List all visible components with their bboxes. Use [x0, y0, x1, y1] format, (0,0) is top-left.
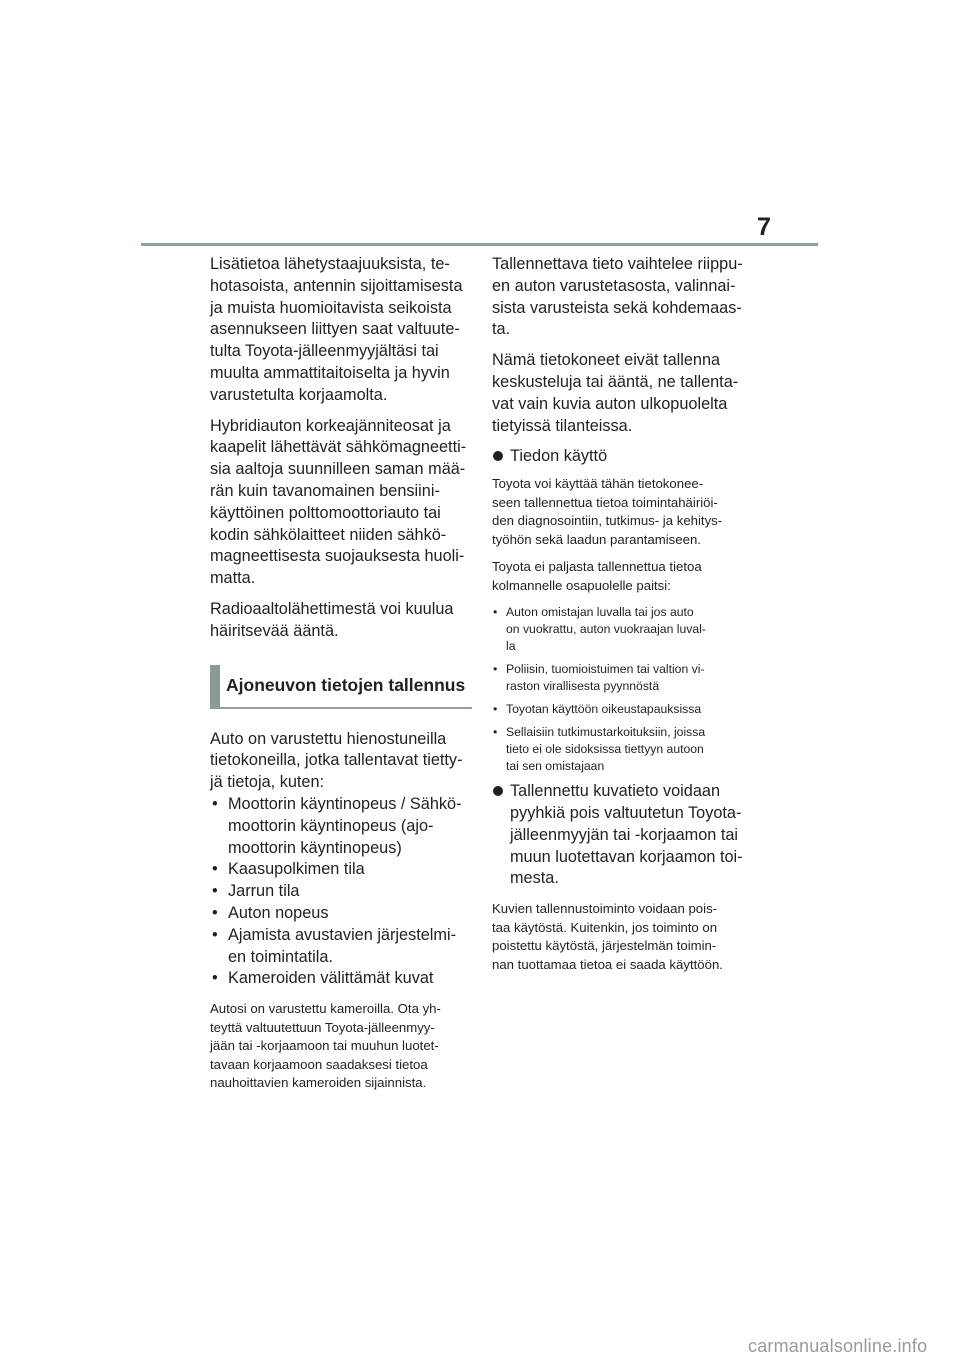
list-item: • Ajamista avustavien järjestelmi- en toimintatila.: [210, 925, 472, 969]
variation-paragraph: Tallennettava tieto vaihtelee riippu- en auton varustetasosta, valinnai- sista varusteista sekä kohdemaas- ta.: [492, 255, 743, 339]
bullet-dot-icon: [493, 451, 503, 461]
list-item: • Moottorin käyntinopeus / Sähkö- moottorin käyntinopeus (ajo- moottorin käyntinopeus): [210, 794, 472, 859]
intro-paragraph-3: Radioaaltolähettimestä voi kuulua häiritsevää ääntä.: [210, 599, 454, 640]
intro-paragraph-2: Hybridiauton korkeajänniteosat ja kaapelit lähettävät sähkömagneetti- sia aaltoja suunnilleen saman mää- rän kuin tavanomainen bensiini- käyttöinen polttomoottoriauto tai kodin sähkölaitteet niiden sähkö- magneettisesta suojauksesta huoli- matta.: [210, 416, 467, 588]
list-item: • Toyotan käyttöön oikeustapauksissa: [492, 701, 754, 718]
page-number: 7: [757, 213, 771, 241]
header-rule: [141, 243, 818, 246]
bullet-dot-icon: [493, 786, 503, 796]
list-item: • Poliisin, tuomioistuimen tai valtion vi- raston virallisesta pyynnöstä: [492, 661, 754, 695]
recorded-data-list: [210, 794, 472, 990]
list-item: • Kameroiden välittämät kuvat: [210, 968, 472, 990]
camera-note: Autosi on varustettu kameroilla. Ota yh- teyttä valtuutettuun Toyota-jälleenmyy- jään tai -korjaamoon tai muuhun luotet- tavaan korjaamoon saadaksesi tietoa nauhoittavien kameroiden sijainnista.: [210, 1001, 441, 1091]
section-intro: Auto on varustettu hienostuneilla tietokoneilla, jotka tallentavat tietty- jä tietoja, kuten:: [210, 729, 463, 792]
delete-text: Kuvien tallennustoiminto voidaan pois- taa käytöstä. Kuitenkin, jos toiminto on poistettu käytöstä, järjestelmän toimin- nan tuottamaa tietoa ei saada käyttöön.: [492, 901, 723, 972]
usage-text-1: Toyota voi käyttää tähän tietokonee- seen tallennettua tietoa toimintahäiriöi- den diagnosointiin, tutkimus- ja kehitys- työhön sekä laadun parantamiseen.: [492, 476, 723, 547]
right-column: [492, 254, 754, 974]
section-heading: [210, 665, 472, 709]
section-heading-bar: [210, 665, 220, 709]
recording-paragraph: Nämä tietokoneet eivät tallenna keskusteluja tai ääntä, ne tallenta- vat vain kuvia auton ulkopuolelta tietyissä tilanteissa.: [492, 351, 739, 435]
usage-heading: [492, 446, 754, 468]
intro-paragraph-1: Lisätietoa lähetystaajuuksista, te- hotasoista, antennin sijoittamisesta ja muista huomioitavista seikoista asennukseen liittyen saat valtuute- tulta Toyota-jälleenmyyjältäsi tai muulta ammattitaitoiselta ja hyvin varustetulta korjaamolta.: [210, 255, 463, 404]
delete-heading: [492, 781, 754, 890]
section-heading-text: Ajoneuvon tietojen tallennus: [226, 674, 466, 695]
list-item: • Kaasupolkimen tila: [210, 859, 472, 881]
list-item: • Sellaisiin tutkimustarkoituksiin, joissa tieto ei ole sidoksissa tiettyyn autoon tai sen omistajaan: [492, 724, 754, 775]
left-column: [210, 254, 472, 1093]
usage-text-2: Toyota ei paljasta tallennettua tietoa kolmannelle osapuolelle paitsi:: [492, 559, 702, 593]
delete-heading-text: Tallennettu kuvatieto voidaan pyyhkiä pois valtuutetun Toyota- jälleenmyyjän tai -korjaamon tai muun luotettavan korjaamon toi- mesta.: [510, 782, 743, 888]
list-item: • Auton nopeus: [210, 903, 472, 925]
list-item: • Auton omistajan luvalla tai jos auto on vuokrattu, auton vuokraajan luval- la: [492, 604, 754, 655]
watermark: carmanualsonline.info: [748, 1336, 928, 1356]
usage-heading-text: Tiedon käyttö: [510, 447, 608, 466]
list-item: • Jarrun tila: [210, 881, 472, 903]
exceptions-list: [492, 604, 754, 775]
